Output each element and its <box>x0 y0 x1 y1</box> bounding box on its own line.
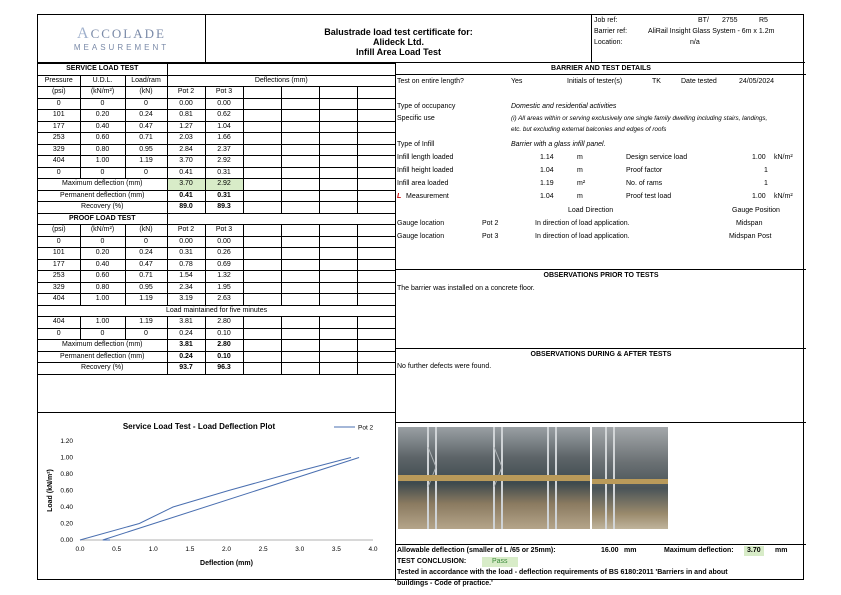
table-row: 253 0.60 0.71 2.03 1.66 <box>38 133 395 145</box>
series-line-1 <box>103 458 359 541</box>
table-row: 0 0 0 0.00 0.00 <box>38 98 395 110</box>
chart-title: Service Load Test - Load Deflection Plot <box>122 422 276 431</box>
table-row: 0 0 0 0.24 0.10 <box>38 328 395 340</box>
obs-prior-title: OBSERVATIONS PRIOR TO TESTS <box>543 272 659 279</box>
table-row: 101 0.20 0.24 0.81 0.62 <box>38 110 395 122</box>
details-title: BARRIER AND TEST DETAILS <box>396 63 806 75</box>
y-tick-label: 0.20 <box>60 520 73 528</box>
table-row: 0 0 0 0.41 0.31 <box>38 167 395 179</box>
obs-during-title: OBSERVATIONS DURING & AFTER TESTS <box>530 351 672 358</box>
x-tick-label: 2.5 <box>258 546 268 553</box>
x-tick-label: 1.0 <box>148 546 158 553</box>
y-tick-label: 0.60 <box>60 487 73 495</box>
y-tick-label: 1.20 <box>60 438 73 445</box>
obs-during-text: No further defects were found. <box>397 363 492 370</box>
conclusion-badge: Pass <box>482 557 518 567</box>
series-line-0 <box>80 458 351 541</box>
test-photo-2 <box>592 427 668 529</box>
y-tick-label: 1.00 <box>60 454 73 462</box>
reference-block: Job ref: BT/ 2755 R5 Barrier ref: AliRail Insight Glass System - 6m x 1.2m Location: n/a <box>592 15 805 63</box>
table-row: 253 0.60 0.71 1.54 1.32 <box>38 271 395 283</box>
x-axis-label: Deflection (mm) <box>200 560 253 567</box>
company-logo: ACCOLADE MEASUREMENT <box>38 15 206 63</box>
y-tick-label: 0.00 <box>60 537 73 544</box>
test-photo-1 <box>398 427 590 529</box>
obs-prior-text: The barrier was installed on a concrete floor. <box>397 285 535 292</box>
certificate <box>37 14 804 587</box>
table-row: 329 0.80 0.95 2.34 1.95 <box>38 282 395 294</box>
table-row: 404 1.00 1.19 3.19 2.63 <box>38 294 395 306</box>
table-row: 101 0.20 0.24 0.31 0.26 <box>38 248 395 260</box>
legend-label: Pot 2 <box>358 424 374 432</box>
table-row: 177 0.40 0.47 0.78 0.69 <box>38 259 395 271</box>
table-row: 404 1.00 1.19 3.70 2.92 <box>38 156 395 168</box>
y-tick-label: 0.40 <box>60 504 73 511</box>
certificate-title: Balustrade load test certificate for: Alideck Ltd. Infill Area Load Test <box>206 15 592 63</box>
chart-svg <box>38 413 395 581</box>
table-row: 0 0 0 0.00 0.00 <box>38 236 395 248</box>
x-tick-label: 2.0 <box>221 546 232 553</box>
barrier-details: BARRIER AND TEST DETAILS Test on entire length? Yes Initials of tester(s) TK Date tested 24/05/2024 Type of occupancy Domestic and residential activities Specific use (i) All areas within or serving exclusively one single family dwelling including stairs, landings, etc. but excluding external balconies and edges of roofs Type of Infill Barrier with a glass infill panel. Infill length loaded 1.14 m Design service load 1.00 kN/m² Infill height loaded 1.04 m Proof factor 1 Infill area loaded 1.19 m² No. of rams 1 L Measurement 1.04 m Proof test load 1.00 kN/m² Load Direction Gauge Position Gauge location Pot 2 In direction of load application. Midspan Gauge location Pot 3 In direction of load application. Midspan Post OBSERVATIONS PRIOR TO TESTS The barrier was installed on a concrete floor. OBSERVATIONS DURING & AFTER TESTS No further defects were found. Allowable deflection (smaller of L /65 or 25mm): 16.00 mm Maximum deflection: 3.70 mm TEST CONCLUSION: Pass Tested in accordance with the load - deflection requirements of BS 6180:2011 'Barriers in and about buildings - Code of practice.' <box>395 63 805 581</box>
y-tick-label: 0.80 <box>60 471 73 478</box>
table-row: 177 0.40 0.47 1.27 1.04 <box>38 121 395 133</box>
x-tick-label: 0.5 <box>112 546 122 553</box>
x-tick-label: 3.5 <box>331 546 341 553</box>
x-tick-label: 1.5 <box>185 546 195 553</box>
y-axis-label: Load (kN/m²) <box>47 469 54 512</box>
table-row: 329 0.80 0.95 2.84 2.37 <box>38 144 395 156</box>
x-tick-label: 0.0 <box>75 546 85 553</box>
service-load-table: SERVICE LOAD TEST Pressure U.D.L. Load/ram Deflections (mm) (psi) (kN/m²) (kN) Pot 2 Pot 3 0 0 0 0.00 0.00 101 0.20 0.24 0.81 0.62 177 0.40 0.47 1.27 1.04 253 0.60 0.71 2.03 1.66 329 0.80 0.95 2.84 2.37 404 1.00 1.19 3.70 2.92 0 0 0 0.41 0.31 Maximum deflection (mm) 3.70 2.92 Permanent deflection (mm) 0.41 0.31 Recovery (%) 89.0 89.3 PROOF LOAD TEST (psi) (kN/m²) (kN) Pot 2 Pot 3 0 0 0 0.00 0.00 101 0.20 0.24 0.31 0.26 177 0.40 0.47 0.78 0.69 253 0.60 0.71 1.54 1.32 329 0.80 0.95 2.34 1.95 404 1.00 1.19 3.19 2.63 Load maintained for five minutes 404 1.00 1.19 3.81 2.80 0 0 0 0.24 0.10 Maximum deflection (mm) 3.81 2.80 Permanent deflection (mm) 0.24 0.10 Recovery (%) 93.7 96.3 <box>38 63 395 375</box>
load-deflection-chart <box>38 412 395 581</box>
x-tick-label: 4.0 <box>368 546 378 553</box>
x-tick-label: 3.0 <box>295 546 305 553</box>
table-row: 404 1.00 1.19 3.81 2.80 <box>38 317 395 329</box>
